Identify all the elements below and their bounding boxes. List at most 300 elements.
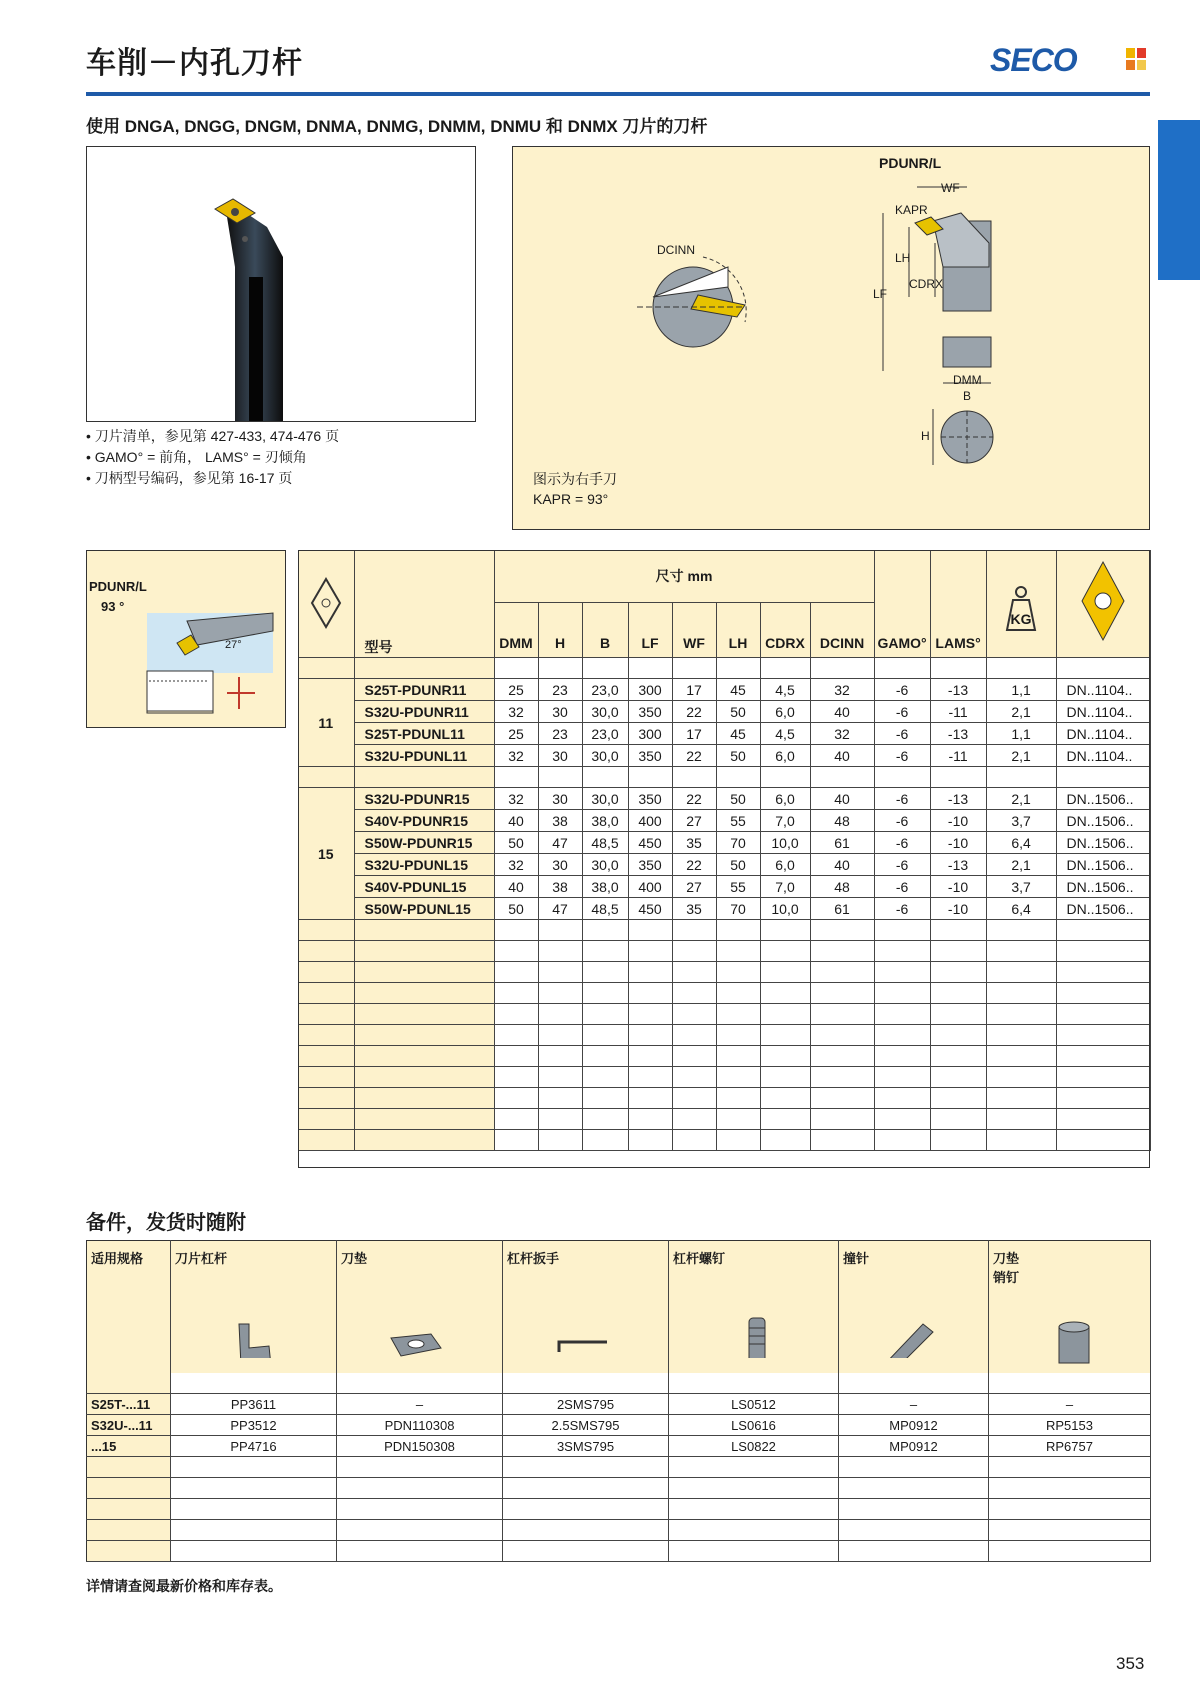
model-cell: S32U-PDUNR11 xyxy=(354,701,494,723)
empty-cell xyxy=(716,1130,760,1151)
empty-cell xyxy=(930,920,986,941)
value-cell: DN..1506.. xyxy=(1056,832,1150,854)
empty-cell xyxy=(810,1130,874,1151)
small-diagram-angle2: 27° xyxy=(225,639,242,651)
empty-cell xyxy=(628,1025,672,1046)
pin-icon xyxy=(843,1268,983,1358)
empty-cell xyxy=(760,658,810,679)
model-cell: S25T-PDUNR11 xyxy=(354,679,494,701)
insert-type-header xyxy=(1056,550,1150,658)
empty-cell xyxy=(716,920,760,941)
empty-cell xyxy=(760,1130,810,1151)
notes-list xyxy=(86,426,339,489)
value-cell: 30 xyxy=(538,701,582,723)
insert-icon xyxy=(306,571,346,631)
value-cell: 45 xyxy=(716,723,760,745)
value-cell: 40 xyxy=(494,810,538,832)
empty-cell xyxy=(760,1109,810,1130)
value-cell: 1,1 xyxy=(986,679,1056,701)
table-row xyxy=(298,832,1150,854)
empty-cell xyxy=(538,1025,582,1046)
value-cell: 32 xyxy=(494,745,538,767)
acc-header-key xyxy=(503,1241,669,1374)
table-row xyxy=(298,788,1150,810)
empty-cell xyxy=(1056,767,1150,788)
acc-header-pin xyxy=(839,1241,989,1374)
empty-cell xyxy=(989,1541,1151,1562)
value-cell: 38 xyxy=(538,810,582,832)
empty-cell xyxy=(298,941,354,962)
empty-cell xyxy=(1056,983,1150,1004)
accessories-title: 备件，发货时随附 xyxy=(86,1212,246,1234)
weight-header xyxy=(986,550,1056,658)
empty-cell xyxy=(354,1025,494,1046)
empty-cell xyxy=(503,1478,669,1499)
boring-bar-icon xyxy=(87,147,475,421)
value-cell: 47 xyxy=(538,898,582,920)
value-cell: 350 xyxy=(628,745,672,767)
empty-cell xyxy=(874,767,930,788)
empty-cell xyxy=(494,1088,538,1109)
part-cell: – xyxy=(337,1394,503,1415)
model-cell: S50W-PDUNR15 xyxy=(354,832,494,854)
value-cell: 38 xyxy=(538,876,582,898)
value-cell: -6 xyxy=(874,876,930,898)
empty-cell xyxy=(810,962,874,983)
column-header: LH xyxy=(716,603,760,658)
value-cell: DN..1104.. xyxy=(1056,701,1150,723)
empty-cell xyxy=(494,1067,538,1088)
acc-header-shim xyxy=(337,1241,503,1374)
value-cell: 2,1 xyxy=(986,788,1056,810)
empty-cell xyxy=(874,1130,930,1151)
empty-cell xyxy=(538,983,582,1004)
diagram-title: PDUNR/L xyxy=(879,155,942,171)
empty-cell xyxy=(337,1457,503,1478)
table-row xyxy=(87,1415,1151,1436)
empty-cell xyxy=(628,920,672,941)
empty-cell xyxy=(582,1046,628,1067)
value-cell: 400 xyxy=(628,810,672,832)
size-group: 15 xyxy=(298,788,354,920)
empty-cell xyxy=(171,1520,337,1541)
empty-cell xyxy=(810,767,874,788)
empty-cell xyxy=(716,1004,760,1025)
value-cell: DN..1104.. xyxy=(1056,745,1150,767)
value-cell: 27 xyxy=(672,876,716,898)
empty-cell xyxy=(874,1088,930,1109)
empty-cell xyxy=(582,962,628,983)
empty-cell xyxy=(930,1109,986,1130)
value-cell: 2,1 xyxy=(986,745,1056,767)
empty-cell xyxy=(354,983,494,1004)
empty-cell xyxy=(930,1004,986,1025)
value-cell: 35 xyxy=(672,898,716,920)
empty-cell xyxy=(337,1373,503,1394)
subtitle: 使用 DNGA, DNGG, DNGM, DNMA, DNMG, DNMM, DNMU 和 DNMX 刀片的刀杆 xyxy=(86,117,708,136)
empty-cell xyxy=(716,1025,760,1046)
empty-cell xyxy=(87,1457,171,1478)
angle-drawing-icon xyxy=(87,551,285,727)
accessories-table xyxy=(86,1240,1151,1562)
empty-cell xyxy=(989,1520,1151,1541)
value-cell: 61 xyxy=(810,898,874,920)
empty-cell xyxy=(760,1025,810,1046)
value-cell: 350 xyxy=(628,788,672,810)
empty-cell xyxy=(716,1046,760,1067)
empty-cell xyxy=(716,1067,760,1088)
empty-cell xyxy=(494,983,538,1004)
shim-icon xyxy=(341,1268,491,1358)
empty-cell xyxy=(494,962,538,983)
empty-cell xyxy=(669,1520,839,1541)
empty-cell xyxy=(669,1457,839,1478)
empty-cell xyxy=(839,1478,989,1499)
empty-cell xyxy=(810,658,874,679)
value-cell: 25 xyxy=(494,679,538,701)
page-title: 车削－内孔刀杆 xyxy=(86,47,303,80)
empty-cell xyxy=(494,1004,538,1025)
empty-cell xyxy=(839,1373,989,1394)
value-cell: 48 xyxy=(810,876,874,898)
empty-cell xyxy=(930,658,986,679)
empty-cell xyxy=(354,962,494,983)
empty-cell xyxy=(494,658,538,679)
screw-icon xyxy=(673,1268,823,1358)
value-cell: 300 xyxy=(628,679,672,701)
empty-cell xyxy=(839,1541,989,1562)
empty-cell xyxy=(874,962,930,983)
model-cell: S40V-PDUNR15 xyxy=(354,810,494,832)
value-cell: 6,0 xyxy=(760,745,810,767)
value-cell: 32 xyxy=(494,701,538,723)
empty-cell xyxy=(986,962,1056,983)
empty-cell xyxy=(672,1025,716,1046)
acc-header-label: 刀垫 销钉 xyxy=(993,1251,1020,1285)
empty-cell xyxy=(810,983,874,1004)
column-header: LAMS° xyxy=(930,550,986,658)
value-cell: -13 xyxy=(930,854,986,876)
empty-cell xyxy=(874,1004,930,1025)
key-icon xyxy=(507,1268,657,1358)
value-cell: 32 xyxy=(494,788,538,810)
column-header: DMM xyxy=(494,603,538,658)
empty-cell xyxy=(1056,941,1150,962)
empty-cell xyxy=(628,941,672,962)
table-row xyxy=(298,745,1150,767)
empty-cell xyxy=(1056,962,1150,983)
empty-cell xyxy=(503,1541,669,1562)
empty-cell xyxy=(986,983,1056,1004)
part-cell: 2SMS795 xyxy=(503,1394,669,1415)
value-cell: 6,0 xyxy=(760,788,810,810)
empty-cell xyxy=(298,1025,354,1046)
size-cell: ...15 xyxy=(87,1436,171,1457)
column-header: WF xyxy=(672,603,716,658)
value-cell: 10,0 xyxy=(760,898,810,920)
value-cell: DN..1506.. xyxy=(1056,810,1150,832)
value-cell: -6 xyxy=(874,810,930,832)
empty-cell xyxy=(672,1067,716,1088)
empty-cell xyxy=(810,1025,874,1046)
yellow-insert-icon xyxy=(1078,558,1128,644)
empty-cell xyxy=(810,1067,874,1088)
value-cell: 50 xyxy=(716,745,760,767)
empty-cell xyxy=(538,1046,582,1067)
empty-cell xyxy=(989,1499,1151,1520)
empty-cell xyxy=(538,767,582,788)
dimension-diagram xyxy=(512,146,1150,530)
empty-cell xyxy=(1056,658,1150,679)
column-header: DCINN xyxy=(810,603,874,658)
value-cell: -6 xyxy=(874,788,930,810)
value-cell: 30,0 xyxy=(582,701,628,723)
empty-cell xyxy=(930,1130,986,1151)
empty-cell xyxy=(874,983,930,1004)
value-cell: 300 xyxy=(628,723,672,745)
value-cell: 2,1 xyxy=(986,701,1056,723)
empty-cell xyxy=(171,1499,337,1520)
empty-cell xyxy=(538,1067,582,1088)
value-cell: 40 xyxy=(494,876,538,898)
value-cell: 30,0 xyxy=(582,854,628,876)
empty-cell xyxy=(337,1478,503,1499)
value-cell: 50 xyxy=(494,832,538,854)
empty-cell xyxy=(337,1520,503,1541)
empty-cell xyxy=(1056,1109,1150,1130)
lever-icon xyxy=(175,1268,325,1358)
empty-cell xyxy=(986,1004,1056,1025)
empty-cell xyxy=(760,1067,810,1088)
model-cell: S32U-PDUNL11 xyxy=(354,745,494,767)
value-cell: 6,0 xyxy=(760,701,810,723)
value-cell: -13 xyxy=(930,679,986,701)
product-photo xyxy=(86,146,476,422)
empty-cell xyxy=(354,767,494,788)
empty-cell xyxy=(672,1004,716,1025)
value-cell: 22 xyxy=(672,745,716,767)
empty-cell xyxy=(810,920,874,941)
empty-cell xyxy=(354,1130,494,1151)
empty-cell xyxy=(582,767,628,788)
empty-cell xyxy=(716,767,760,788)
empty-cell xyxy=(503,1457,669,1478)
empty-cell xyxy=(986,920,1056,941)
part-cell: PP4716 xyxy=(171,1436,337,1457)
empty-cell xyxy=(874,941,930,962)
table-row xyxy=(298,679,1150,701)
small-diagram-title: PDUNR/L xyxy=(89,579,147,594)
empty-cell xyxy=(1056,1046,1150,1067)
empty-cell xyxy=(930,1088,986,1109)
value-cell: 32 xyxy=(810,723,874,745)
value-cell: DN..1104.. xyxy=(1056,723,1150,745)
empty-cell xyxy=(716,962,760,983)
value-cell: 55 xyxy=(716,810,760,832)
value-cell: 55 xyxy=(716,876,760,898)
part-cell: – xyxy=(839,1394,989,1415)
label-dmm: DMM xyxy=(953,373,982,387)
weight-icon xyxy=(999,578,1043,638)
value-cell: DN..1104.. xyxy=(1056,679,1150,701)
value-cell: -10 xyxy=(930,810,986,832)
dimension-header: 尺寸 mm xyxy=(494,550,874,603)
empty-cell xyxy=(354,658,494,679)
table-row xyxy=(298,701,1150,723)
value-cell: 22 xyxy=(672,854,716,876)
value-cell: 50 xyxy=(494,898,538,920)
empty-cell xyxy=(628,767,672,788)
value-cell: 40 xyxy=(810,701,874,723)
value-cell: -6 xyxy=(874,898,930,920)
empty-cell xyxy=(582,1067,628,1088)
value-cell: DN..1506.. xyxy=(1056,898,1150,920)
empty-cell xyxy=(986,1088,1056,1109)
value-cell: 50 xyxy=(716,701,760,723)
value-cell: 48 xyxy=(810,810,874,832)
empty-cell xyxy=(989,1373,1151,1394)
value-cell: 47 xyxy=(538,832,582,854)
value-cell: 35 xyxy=(672,832,716,854)
acc-header-label: 杠杆扳手 xyxy=(507,1251,560,1266)
value-cell: 4,5 xyxy=(760,679,810,701)
value-cell: DN..1506.. xyxy=(1056,876,1150,898)
note-item: • 刀片清单，参见第 427-433, 474-476 页 xyxy=(86,426,339,447)
empty-cell xyxy=(582,658,628,679)
part-cell: PDN150308 xyxy=(337,1436,503,1457)
part-cell: – xyxy=(989,1394,1151,1415)
empty-cell xyxy=(171,1478,337,1499)
value-cell: 40 xyxy=(810,854,874,876)
header-rule xyxy=(86,92,1150,96)
label-h: H xyxy=(921,429,930,443)
acc-header-label: 杠杆螺钉 xyxy=(673,1251,726,1266)
table-row xyxy=(298,876,1150,898)
table-row xyxy=(298,898,1150,920)
value-cell: 10,0 xyxy=(760,832,810,854)
footer-note: 详情请查阅最新价格和库存表。 xyxy=(86,1578,282,1594)
empty-cell xyxy=(298,983,354,1004)
size-cell: S25T-...11 xyxy=(87,1394,171,1415)
empty-cell xyxy=(874,1046,930,1067)
value-cell: 22 xyxy=(672,788,716,810)
empty-cell xyxy=(760,941,810,962)
empty-cell xyxy=(669,1499,839,1520)
empty-cell xyxy=(669,1478,839,1499)
empty-cell xyxy=(839,1499,989,1520)
acc-header-label: 刀垫 xyxy=(341,1251,368,1266)
empty-cell xyxy=(628,1046,672,1067)
empty-cell xyxy=(1056,920,1150,941)
small-diagram-angle: 93 ° xyxy=(101,599,125,614)
value-cell: 2,1 xyxy=(986,854,1056,876)
part-cell: PP3611 xyxy=(171,1394,337,1415)
empty-cell xyxy=(930,983,986,1004)
value-cell: -6 xyxy=(874,679,930,701)
value-cell: -11 xyxy=(930,701,986,723)
label-dcinn: DCINN xyxy=(657,243,695,257)
empty-cell xyxy=(760,1004,810,1025)
value-cell: 23,0 xyxy=(582,679,628,701)
empty-cell xyxy=(628,1067,672,1088)
empty-cell xyxy=(672,920,716,941)
value-cell: 38,0 xyxy=(582,810,628,832)
value-cell: 3,7 xyxy=(986,810,1056,832)
value-cell: 25 xyxy=(494,723,538,745)
value-cell: 3,7 xyxy=(986,876,1056,898)
value-cell: 61 xyxy=(810,832,874,854)
empty-cell xyxy=(298,658,354,679)
part-cell: LS0616 xyxy=(669,1415,839,1436)
label-kapr: KAPR xyxy=(895,203,928,217)
empty-cell xyxy=(354,1004,494,1025)
empty-cell xyxy=(503,1373,669,1394)
empty-cell xyxy=(986,1025,1056,1046)
empty-cell xyxy=(986,1067,1056,1088)
page-number: 353 xyxy=(1116,1654,1145,1673)
value-cell: 6,0 xyxy=(760,854,810,876)
empty-cell xyxy=(1056,1130,1150,1151)
empty-cell xyxy=(930,1067,986,1088)
empty-cell xyxy=(669,1373,839,1394)
empty-cell xyxy=(538,1004,582,1025)
empty-cell xyxy=(538,1109,582,1130)
empty-cell xyxy=(354,1067,494,1088)
part-cell: LS0512 xyxy=(669,1394,839,1415)
empty-cell xyxy=(810,941,874,962)
empty-cell xyxy=(986,1046,1056,1067)
empty-cell xyxy=(716,1088,760,1109)
empty-cell xyxy=(989,1478,1151,1499)
empty-cell xyxy=(494,767,538,788)
diagram-caption: 图示为右手刀 xyxy=(533,471,617,487)
empty-cell xyxy=(494,1046,538,1067)
value-cell: 70 xyxy=(716,832,760,854)
model-header: 型号 xyxy=(354,550,494,658)
part-cell: 2.5SMS795 xyxy=(503,1415,669,1436)
empty-cell xyxy=(760,767,810,788)
empty-cell xyxy=(582,1025,628,1046)
value-cell: 32 xyxy=(494,854,538,876)
value-cell: 48,5 xyxy=(582,898,628,920)
acc-header-size: 适用规格 xyxy=(87,1241,171,1374)
value-cell: -11 xyxy=(930,745,986,767)
value-cell: 23 xyxy=(538,679,582,701)
column-header: H xyxy=(538,603,582,658)
model-cell: S32U-PDUNR15 xyxy=(354,788,494,810)
value-cell: 17 xyxy=(672,679,716,701)
empty-cell xyxy=(298,1067,354,1088)
value-cell: 45 xyxy=(716,679,760,701)
value-cell: 450 xyxy=(628,898,672,920)
empty-cell xyxy=(298,1088,354,1109)
label-wf: WF xyxy=(941,181,960,195)
kg-label: KG xyxy=(1010,611,1032,627)
empty-cell xyxy=(672,941,716,962)
shim-pin-icon xyxy=(993,1287,1143,1367)
empty-cell xyxy=(503,1499,669,1520)
empty-cell xyxy=(989,1457,1151,1478)
empty-cell xyxy=(628,983,672,1004)
empty-cell xyxy=(986,1109,1056,1130)
value-cell: 40 xyxy=(810,788,874,810)
empty-cell xyxy=(582,1109,628,1130)
empty-cell xyxy=(760,1046,810,1067)
part-cell: MP0912 xyxy=(839,1436,989,1457)
value-cell: DN..1506.. xyxy=(1056,854,1150,876)
empty-cell xyxy=(810,1046,874,1067)
value-cell: 17 xyxy=(672,723,716,745)
